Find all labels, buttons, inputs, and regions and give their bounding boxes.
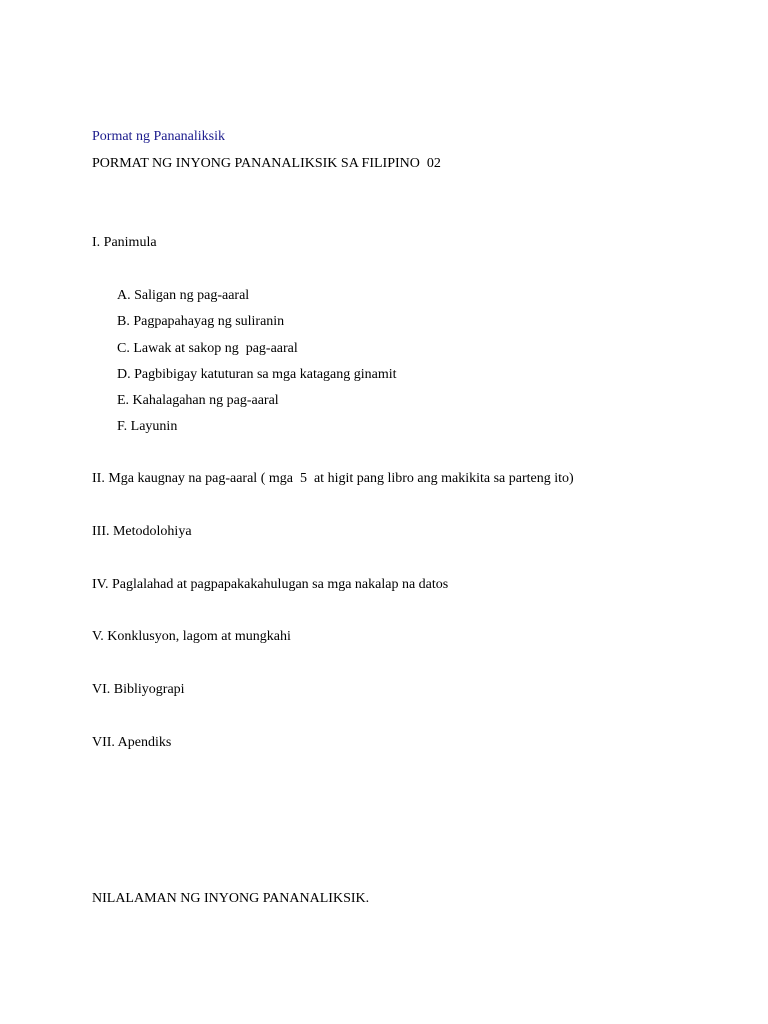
section-5-heading: V. Konklusyon, lagom at mungkahi [92, 629, 291, 644]
section-6-heading: VI. Bibliyograpi [92, 682, 185, 697]
document-heading: PORMAT NG INYONG PANANALIKSIK SA FILIPINO 02 [92, 156, 441, 171]
section-1-heading: I. Panimula [92, 235, 157, 250]
section-4-heading: IV. Paglalahad at pagpapakakahulugan sa mga nakalap na datos [92, 577, 449, 592]
section-1-item: C. Lawak at sakop ng pag-aaral [117, 341, 298, 356]
contents-heading: NILALAMAN NG INYONG PANANALIKSIK. [92, 891, 370, 906]
section-7-heading: VII. Apendiks [92, 735, 172, 750]
section-1-item: E. Kahalagahan ng pag-aaral [117, 393, 279, 408]
section-1-item: B. Pagpapahayag ng suliranin [117, 314, 285, 329]
section-1-item: A. Saligan ng pag-aaral [117, 288, 250, 303]
section-2-heading: II. Mga kaugnay na pag-aaral ( mga 5 at higit pang libro ang makikita sa parteng ito) [92, 471, 574, 486]
section-3-heading: III. Metodolohiya [92, 524, 192, 539]
section-1-item: D. Pagbibigay katuturan sa mga katagang ginamit [117, 367, 397, 382]
document-title-link[interactable]: Pormat ng Pananaliksik [92, 129, 225, 144]
section-1-item: F. Layunin [117, 419, 178, 434]
